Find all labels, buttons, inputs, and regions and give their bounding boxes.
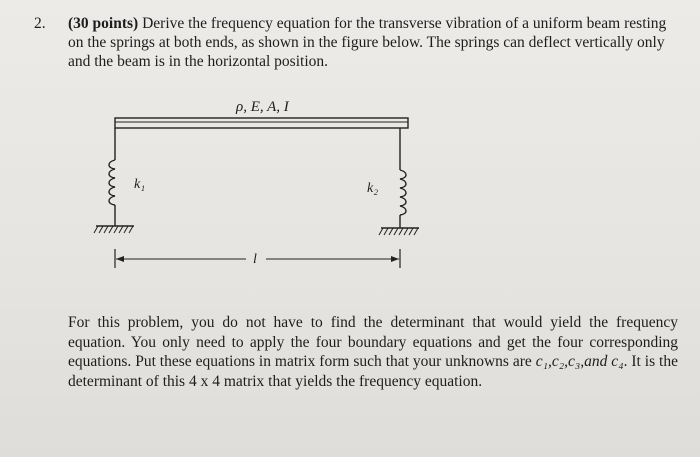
spring-right-label: k₂ — [367, 181, 379, 196]
problem-number: 2. — [34, 15, 46, 32]
instructions-part2: . It is the determinant of this 4 x 4 matrix that yields the frequency equation. — [68, 353, 678, 390]
right-spring — [379, 128, 419, 235]
problem-text: Derive the frequency equation for the transverse vibration of a uniform beam resting on the springs at both ends, as shown in the figure below. The springs can deflect vertically only and the beam is in the horizontal position. — [68, 15, 667, 70]
unknowns: c₁,c₂,c₃,and c₄ — [535, 353, 624, 370]
beam-properties-label: ρ, E, A, I — [236, 99, 289, 115]
left-spring — [94, 128, 134, 233]
length-label: l — [253, 252, 257, 267]
instructions-part1: For this problem, you do not have to find the determinant that would yield the frequency equation. You only need to apply the four boundary equations and get the four corresponding equations. Put these equations in matrix form such that your unknowns are — [68, 314, 678, 370]
spring-left-label: k₁ — [134, 177, 146, 192]
problem-points: (30 points) — [68, 15, 139, 32]
beam — [115, 118, 408, 128]
instructions-text — [68, 313, 678, 391]
length-dimension — [115, 249, 400, 268]
